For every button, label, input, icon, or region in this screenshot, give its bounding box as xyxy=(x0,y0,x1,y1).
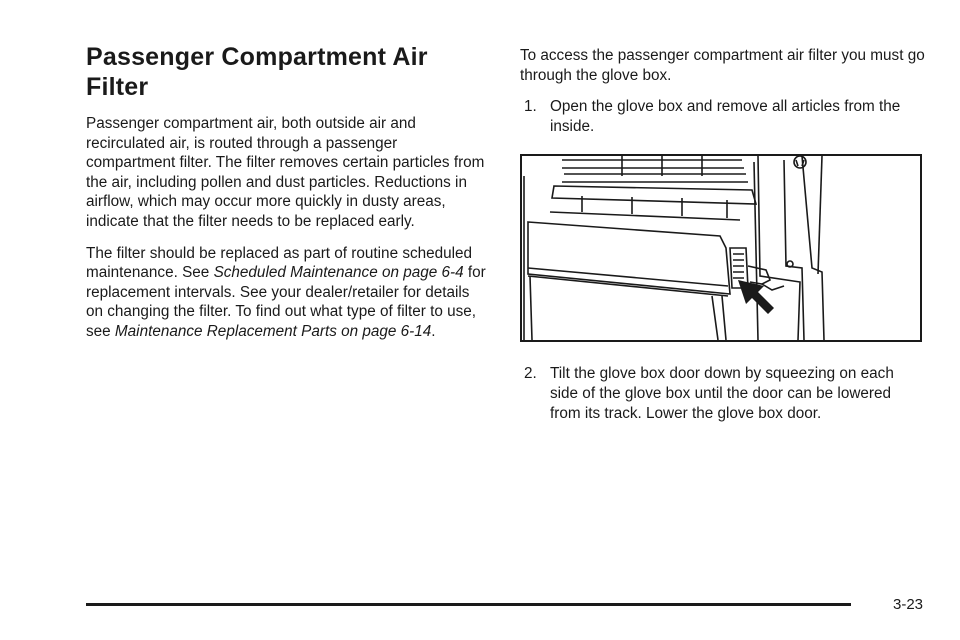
steps-list xyxy=(520,97,925,136)
step-number: 1. xyxy=(524,98,537,116)
scheduled-maintenance-reference[interactable]: Scheduled Maintenance on page 6-4 xyxy=(213,264,464,282)
paragraph-filter-description: Passenger compartment air, both outside air and recirculated air, is routed through a passenger compartment filter. The filter removes certain particles from the air, including pollen and dust particles. Reductions in airflow, which may occur more quickly in dusty areas, indicate that the filter needs to be replaced early. xyxy=(86,115,485,230)
left-column xyxy=(86,42,486,354)
step-text: Open the glove box and remove all articles from the inside. xyxy=(550,98,901,135)
paragraph-replacement xyxy=(86,244,486,342)
steps-list-continued xyxy=(520,364,925,423)
right-column xyxy=(520,46,925,423)
glove-box-drawing xyxy=(522,156,920,340)
paragraph-text: . xyxy=(431,322,436,340)
replacement-parts-reference[interactable]: Maintenance Replacement Parts on page 6-14 xyxy=(114,322,432,340)
step-1 xyxy=(520,97,925,136)
arrow-icon xyxy=(738,280,774,314)
step-number: 2. xyxy=(524,365,537,383)
glove-box-illustration xyxy=(520,154,922,342)
paragraph-text: for replacement intervals. See your dealer/retailer for details on changing the filter. To find out what type of filter to use, see xyxy=(86,264,486,340)
section-title: Passenger Compartment Air Filter xyxy=(86,43,428,101)
step-2 xyxy=(520,364,925,423)
step-text: Tilt the glove box door down by squeezing on each side of the glove box until the door can be lowered from its track. Lower the glove box door. xyxy=(550,365,894,422)
footer-rule xyxy=(86,603,851,606)
intro-paragraph: To access the passenger compartment air filter you must go through the glove box. xyxy=(520,47,925,84)
paragraph-text: The filter should be replaced as part of routine scheduled maintenance. See xyxy=(86,244,473,282)
page-number: 3-23 xyxy=(893,596,924,613)
